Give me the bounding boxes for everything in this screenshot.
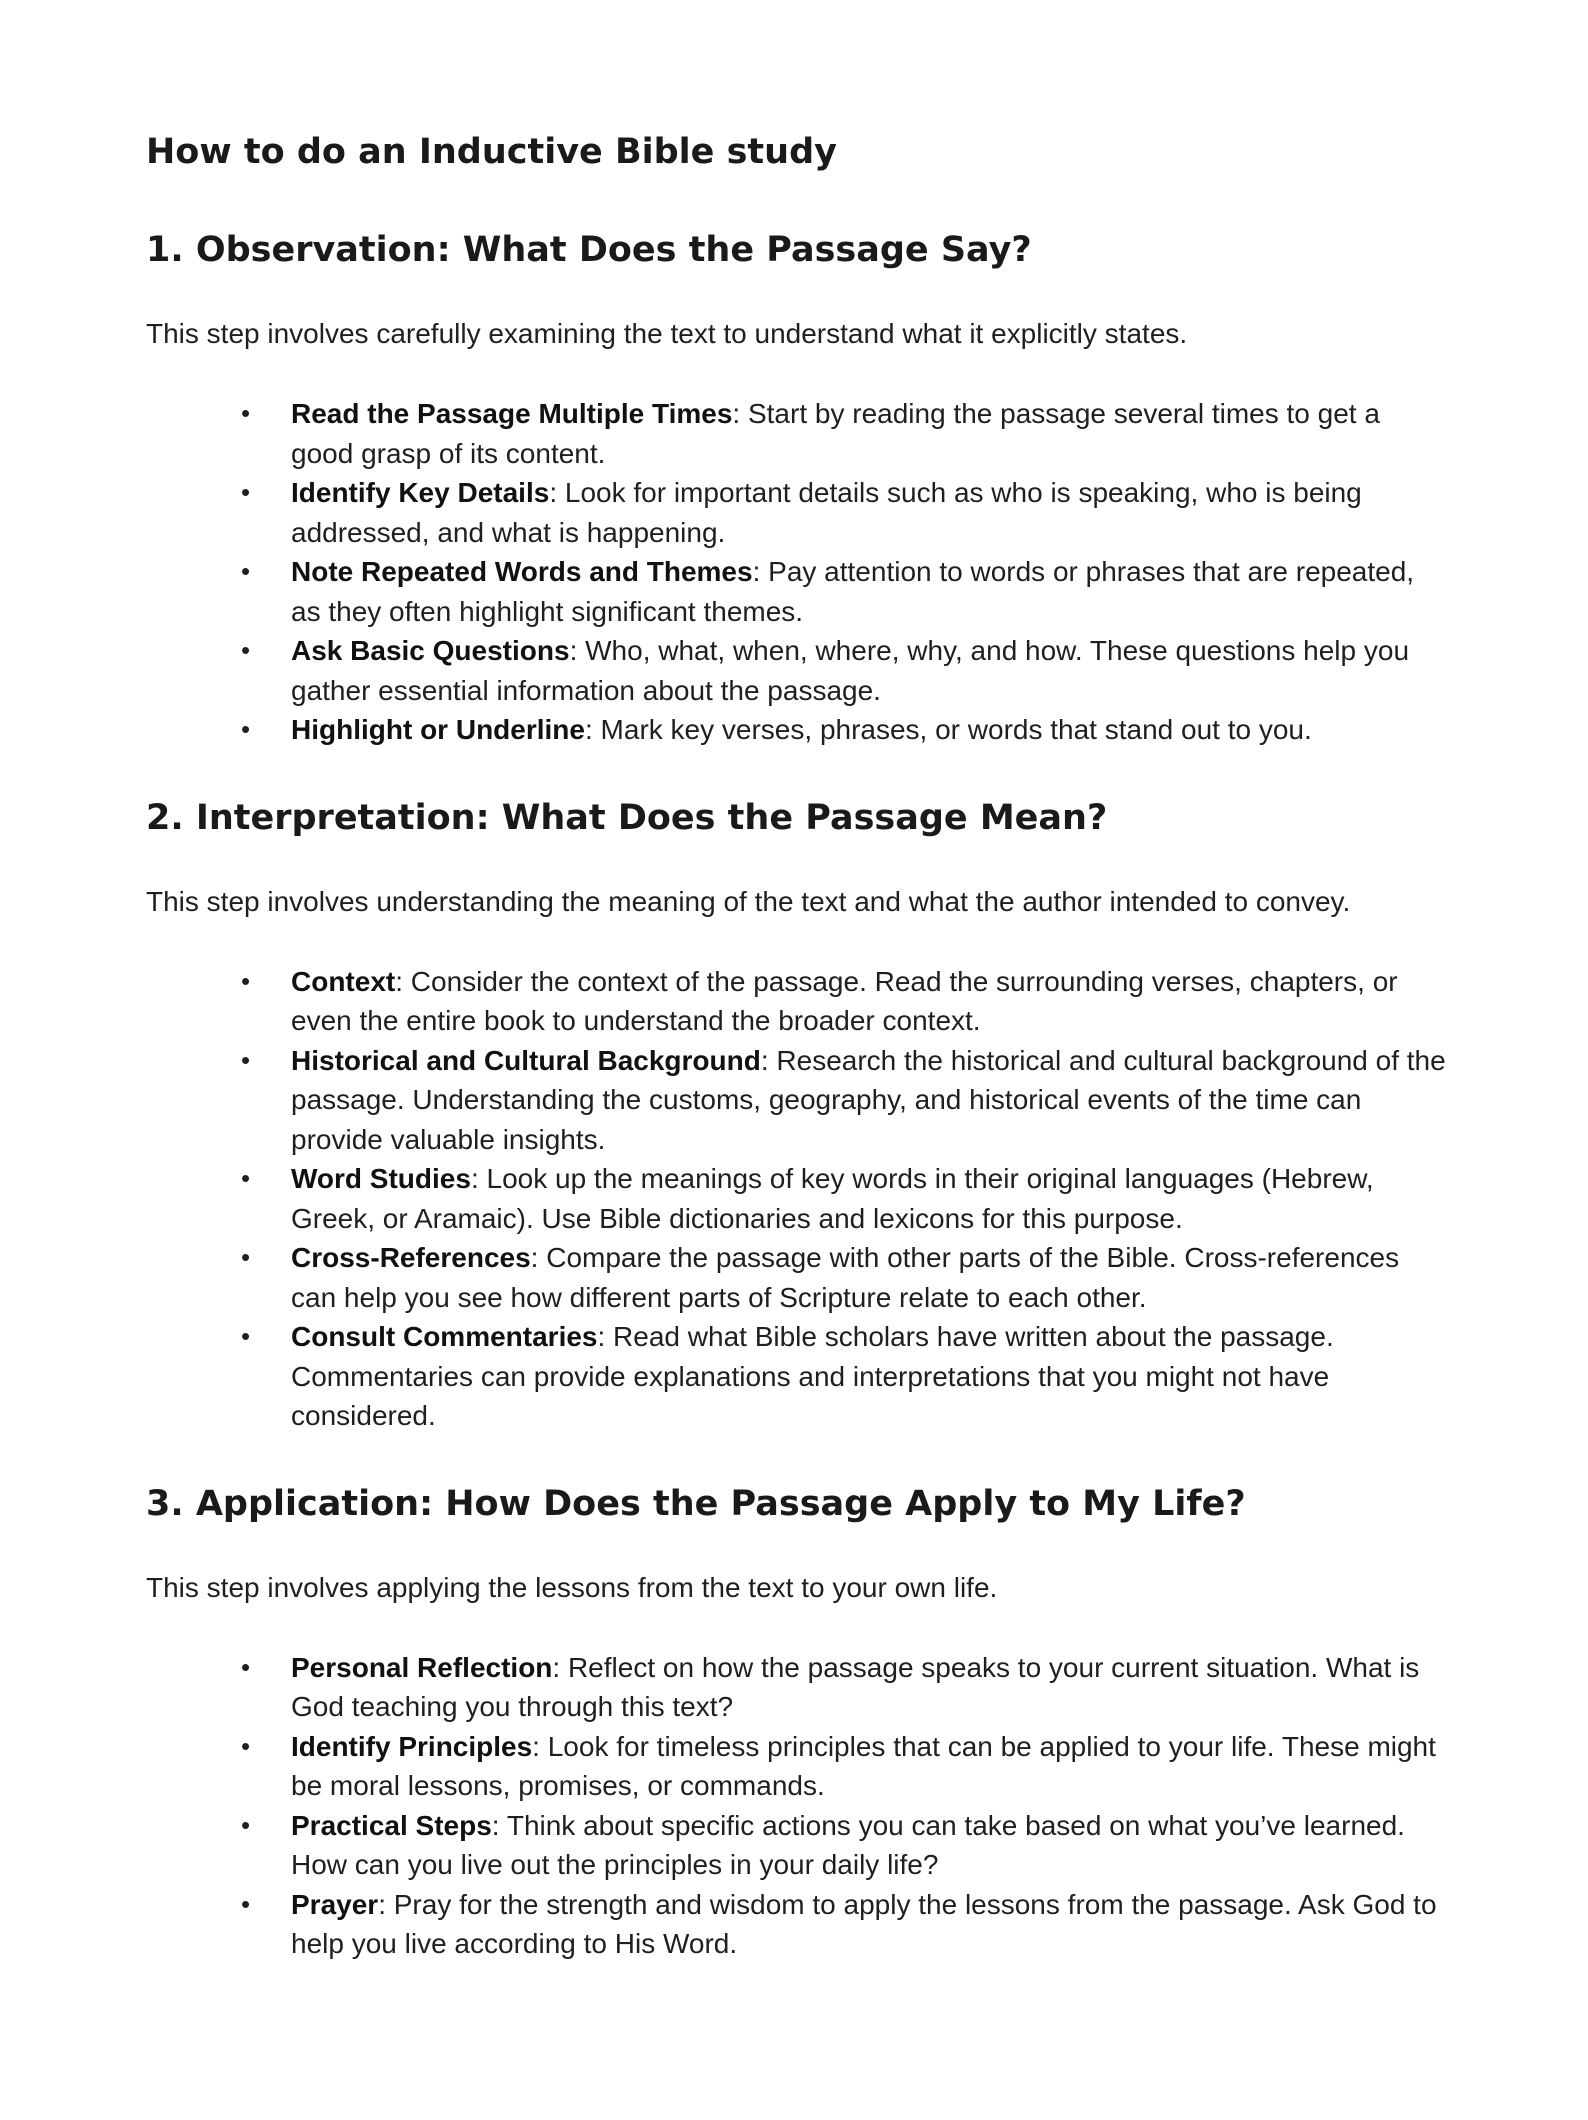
list-item xyxy=(241,1238,1446,1317)
item-term: Note Repeated Words and Themes xyxy=(291,556,753,587)
section-intro: This step involves applying the lessons from the text to your own life. xyxy=(146,1571,998,1603)
item-text: : Who, what, when, where, why, and how. These questions help you gather essential information about the passage. xyxy=(291,635,1410,706)
list-item xyxy=(241,1317,1446,1436)
section-heading: 1. Observation: What Does the Passage Say? xyxy=(146,230,1032,270)
bullet-icon: • xyxy=(241,1044,251,1075)
bullet-icon: • xyxy=(241,1163,251,1193)
item-text: : Mark key verses, phrases, or words that stand out to you. xyxy=(585,714,1312,745)
item-term: Personal Reflection xyxy=(291,1651,553,1683)
list-item xyxy=(241,1041,1446,1160)
bullet-list xyxy=(146,394,1446,750)
item-term: Historical and Cultural Background xyxy=(291,1044,761,1076)
bullet-icon: • xyxy=(241,1321,251,1351)
bullet-icon: • xyxy=(241,714,251,744)
list-item xyxy=(241,1806,1446,1885)
item-term: Identify Key Details xyxy=(291,477,550,508)
item-text: : Read what Bible scholars have written about the passage. Commentaries can provide explanations and interpretations that you might not have considered. xyxy=(291,1321,1334,1431)
item-term: Word Studies xyxy=(291,1163,471,1194)
item-text: : Look up the meanings of key words in their original languages (Hebrew, Greek, or Aramaic). Use Bible dictionaries and lexicons for this purpose. xyxy=(291,1163,1374,1234)
list-item xyxy=(241,1727,1446,1806)
bullet-icon: • xyxy=(241,398,251,428)
item-term: Cross-References xyxy=(291,1242,531,1273)
bullet-list xyxy=(146,962,1446,1436)
bullet-icon: • xyxy=(241,1809,251,1840)
item-text: : Pray for the strength and wisdom to apply the lessons from the passage. Ask God to help you live according to His Word. xyxy=(291,1888,1437,1959)
bullet-icon: • xyxy=(241,556,251,586)
list-item xyxy=(241,1159,1446,1238)
list-item xyxy=(241,710,1446,750)
section-observation xyxy=(146,226,1468,750)
list-item xyxy=(241,473,1446,552)
bullet-icon: • xyxy=(241,1730,251,1761)
list-item xyxy=(241,631,1446,710)
item-term: Practical Steps xyxy=(291,1809,492,1841)
item-term: Ask Basic Questions xyxy=(291,635,570,666)
list-item xyxy=(241,1648,1446,1727)
bullet-icon: • xyxy=(241,1651,251,1682)
item-text: : Compare the passage with other parts of the Bible. Cross-references can help you see how different parts of Scripture relate to each other. xyxy=(291,1242,1400,1313)
item-text: : Look for important details such as who is speaking, who is being addressed, and what is happening. xyxy=(291,477,1362,548)
item-text: : Look for timeless principles that can be applied to your life. These might be moral lessons, promises, or commands. xyxy=(291,1730,1436,1801)
bullet-icon: • xyxy=(241,477,251,507)
item-term: Highlight or Underline xyxy=(291,714,585,745)
item-term: Consult Commentaries xyxy=(291,1321,598,1352)
section-heading: 2. Interpretation: What Does the Passage Mean? xyxy=(146,797,1108,838)
list-item xyxy=(241,1885,1446,1964)
item-term: Context xyxy=(291,965,396,997)
bullet-icon: • xyxy=(241,635,251,665)
list-item xyxy=(241,552,1446,631)
bullet-list xyxy=(146,1648,1446,1964)
item-text: : Consider the context of the passage. Read the surrounding verses, chapters, or even the entire book to understand the broader context. xyxy=(291,965,1398,1036)
list-item xyxy=(241,394,1446,473)
section-intro: This step involves carefully examining the text to understand what it explicitly states. xyxy=(146,318,1188,349)
section-application xyxy=(146,1480,1468,1964)
bullet-icon: • xyxy=(241,1242,251,1272)
item-term: Identify Principles xyxy=(291,1730,533,1762)
list-item xyxy=(241,962,1446,1041)
item-term: Read the Passage Multiple Times xyxy=(291,398,733,429)
bullet-icon: • xyxy=(241,1888,251,1919)
section-intro: This step involves understanding the meaning of the text and what the author intended to convey. xyxy=(146,885,1351,917)
section-heading: 3. Application: How Does the Passage Apply to My Life? xyxy=(146,1483,1246,1524)
item-text: : Pay attention to words or phrases that are repeated, as they often highlight significant themes. xyxy=(291,556,1415,627)
section-interpretation xyxy=(146,794,1468,1436)
item-text: : Start by reading the passage several times to get a good grasp of its content. xyxy=(291,398,1380,469)
document-title: How to do an Inductive Bible study xyxy=(146,132,837,172)
item-term: Prayer xyxy=(291,1888,379,1920)
item-text: : Think about specific actions you can take based on what you’ve learned. How can you live out the principles in your daily life? xyxy=(291,1809,1405,1880)
item-text: : Research the historical and cultural background of the passage. Understanding the customs, geography, and historical events of the time can provide valuable insights. xyxy=(291,1044,1446,1155)
bullet-icon: • xyxy=(241,965,251,996)
item-text: : Reflect on how the passage speaks to your current situation. What is God teaching you through this text? xyxy=(291,1651,1420,1722)
